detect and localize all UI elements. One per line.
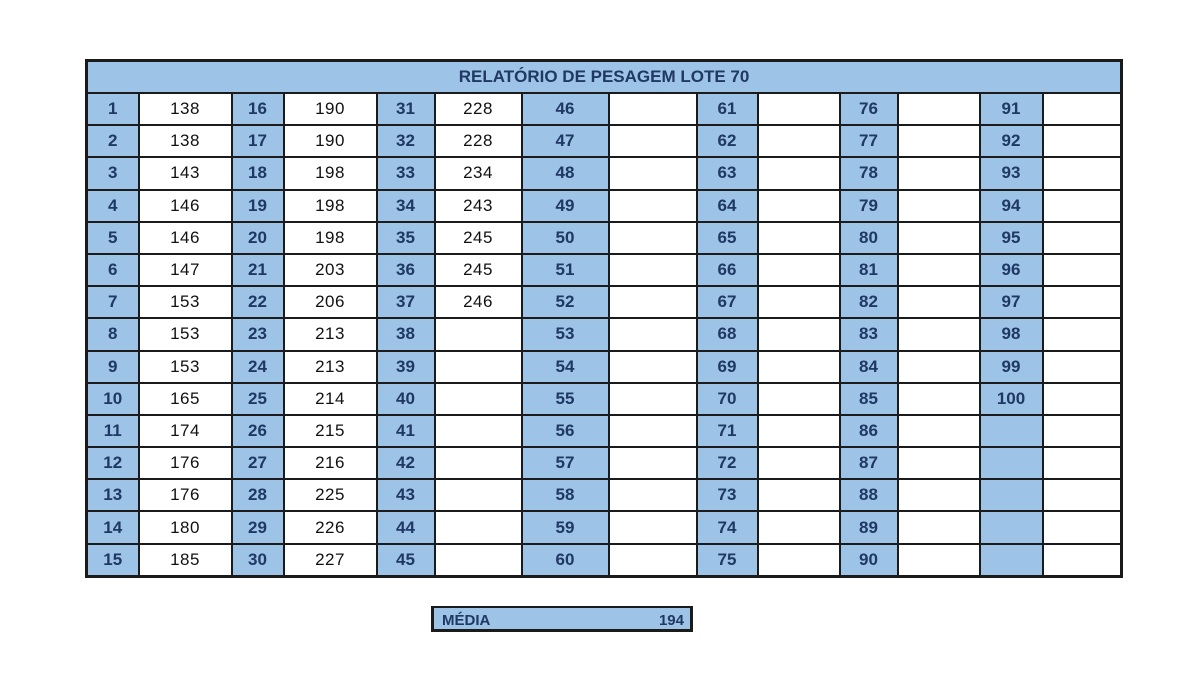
weight-value[interactable]: 153 (139, 318, 232, 350)
item-number: 59 (522, 511, 609, 543)
weight-value[interactable] (758, 447, 840, 479)
item-number: 94 (980, 190, 1043, 222)
item-number: 90 (840, 544, 898, 577)
item-number: 14 (87, 511, 139, 543)
table-row (87, 544, 1122, 577)
item-number: 49 (522, 190, 609, 222)
item-number: 36 (377, 254, 435, 286)
item-number: 22 (232, 286, 284, 318)
item-number: 96 (980, 254, 1043, 286)
weight-value[interactable] (1043, 511, 1122, 543)
weight-value[interactable] (898, 479, 980, 511)
weight-value[interactable] (609, 254, 697, 286)
item-number: 11 (87, 415, 139, 447)
weight-value[interactable] (609, 318, 697, 350)
item-number: 26 (232, 415, 284, 447)
weight-value[interactable]: 190 (284, 93, 377, 125)
item-number: 25 (232, 383, 284, 415)
weight-value[interactable] (609, 415, 697, 447)
item-number: 64 (697, 190, 758, 222)
weight-value[interactable] (898, 415, 980, 447)
item-number: 23 (232, 318, 284, 350)
table-row (87, 447, 1122, 479)
item-number: 56 (522, 415, 609, 447)
table-row (87, 157, 1122, 189)
item-number: 80 (840, 222, 898, 254)
item-number: 1 (87, 93, 139, 125)
item-number: 50 (522, 222, 609, 254)
weight-value[interactable]: 226 (284, 511, 377, 543)
weight-value[interactable]: 203 (284, 254, 377, 286)
item-number: 65 (697, 222, 758, 254)
item-number: 33 (377, 157, 435, 189)
weight-value[interactable]: 176 (139, 447, 232, 479)
weight-value[interactable] (609, 190, 697, 222)
item-number: 54 (522, 351, 609, 383)
item-number: 21 (232, 254, 284, 286)
weight-value[interactable]: 215 (284, 415, 377, 447)
item-number: 60 (522, 544, 609, 577)
weight-value[interactable]: 246 (435, 286, 522, 318)
item-number: 95 (980, 222, 1043, 254)
item-number: 63 (697, 157, 758, 189)
weight-value[interactable]: 214 (284, 383, 377, 415)
item-number (980, 447, 1043, 479)
item-number: 76 (840, 93, 898, 125)
item-number: 91 (980, 93, 1043, 125)
weight-value[interactable]: 206 (284, 286, 377, 318)
item-number: 12 (87, 447, 139, 479)
weight-value[interactable]: 185 (139, 544, 232, 577)
item-number: 42 (377, 447, 435, 479)
item-number: 3 (87, 157, 139, 189)
item-number: 31 (377, 93, 435, 125)
item-number: 27 (232, 447, 284, 479)
item-number: 71 (697, 415, 758, 447)
item-number: 44 (377, 511, 435, 543)
item-number: 29 (232, 511, 284, 543)
item-number: 61 (697, 93, 758, 125)
weight-value[interactable]: 245 (435, 254, 522, 286)
weight-value[interactable] (898, 190, 980, 222)
weight-value[interactable] (898, 93, 980, 125)
item-number: 2 (87, 125, 139, 157)
item-number: 17 (232, 125, 284, 157)
table-row (87, 383, 1122, 415)
weight-value[interactable] (758, 93, 840, 125)
weight-value[interactable] (1043, 544, 1122, 577)
weight-value[interactable] (898, 318, 980, 350)
item-number: 5 (87, 222, 139, 254)
weight-value[interactable] (758, 544, 840, 577)
item-number: 62 (697, 125, 758, 157)
weighing-report (85, 59, 1120, 578)
weight-value[interactable] (435, 479, 522, 511)
weight-value[interactable] (435, 318, 522, 350)
item-number: 45 (377, 544, 435, 577)
weight-value[interactable] (609, 222, 697, 254)
weight-value[interactable] (609, 383, 697, 415)
item-number: 20 (232, 222, 284, 254)
item-number: 58 (522, 479, 609, 511)
item-number (980, 415, 1043, 447)
weight-value[interactable]: 165 (139, 383, 232, 415)
weight-value[interactable]: 174 (139, 415, 232, 447)
weight-value[interactable] (898, 125, 980, 157)
weight-value[interactable]: 198 (284, 190, 377, 222)
item-number: 97 (980, 286, 1043, 318)
item-number: 67 (697, 286, 758, 318)
weight-value[interactable] (758, 222, 840, 254)
weight-value[interactable]: 180 (139, 511, 232, 543)
weight-value[interactable]: 176 (139, 479, 232, 511)
weight-value[interactable] (898, 254, 980, 286)
weight-value[interactable] (898, 544, 980, 577)
item-number: 10 (87, 383, 139, 415)
weight-value[interactable]: 216 (284, 447, 377, 479)
item-number: 8 (87, 318, 139, 350)
weight-value[interactable] (758, 125, 840, 157)
item-number (980, 479, 1043, 511)
item-number: 88 (840, 479, 898, 511)
weight-value[interactable]: 190 (284, 125, 377, 157)
weight-value[interactable] (609, 286, 697, 318)
item-number: 19 (232, 190, 284, 222)
table-row (87, 125, 1122, 157)
item-number: 98 (980, 318, 1043, 350)
item-number: 79 (840, 190, 898, 222)
table-row (87, 318, 1122, 350)
item-number: 84 (840, 351, 898, 383)
item-number: 69 (697, 351, 758, 383)
item-number: 47 (522, 125, 609, 157)
average-label: MÉDIA (442, 612, 491, 629)
table-row (87, 286, 1122, 318)
item-number: 30 (232, 544, 284, 577)
weight-value[interactable]: 245 (435, 222, 522, 254)
item-number: 32 (377, 125, 435, 157)
item-number: 92 (980, 125, 1043, 157)
item-number: 89 (840, 511, 898, 543)
title-row (87, 61, 1122, 94)
weight-value[interactable]: 146 (139, 190, 232, 222)
weight-value[interactable] (435, 511, 522, 543)
weight-value[interactable] (435, 351, 522, 383)
weight-value[interactable]: 213 (284, 351, 377, 383)
item-number: 72 (697, 447, 758, 479)
weight-value[interactable] (609, 479, 697, 511)
weight-value[interactable] (758, 254, 840, 286)
item-number: 24 (232, 351, 284, 383)
average-box (431, 606, 693, 632)
weight-value[interactable]: 147 (139, 254, 232, 286)
weight-value[interactable] (758, 479, 840, 511)
table-row (87, 479, 1122, 511)
weight-value[interactable]: 227 (284, 544, 377, 577)
weight-value[interactable]: 138 (139, 125, 232, 157)
weight-value[interactable] (435, 415, 522, 447)
weight-value[interactable] (758, 286, 840, 318)
weight-value[interactable] (1043, 286, 1122, 318)
weight-value[interactable] (898, 286, 980, 318)
weight-value[interactable] (609, 157, 697, 189)
item-number: 99 (980, 351, 1043, 383)
weight-value[interactable]: 198 (284, 222, 377, 254)
item-number: 86 (840, 415, 898, 447)
item-number: 81 (840, 254, 898, 286)
item-number: 55 (522, 383, 609, 415)
item-number: 37 (377, 286, 435, 318)
item-number: 34 (377, 190, 435, 222)
table-row (87, 222, 1122, 254)
item-number: 100 (980, 383, 1043, 415)
weight-value[interactable]: 213 (284, 318, 377, 350)
weight-value[interactable] (1043, 479, 1122, 511)
weight-value[interactable] (609, 511, 697, 543)
table-row (87, 93, 1122, 125)
weight-value[interactable] (609, 125, 697, 157)
weight-value[interactable] (898, 447, 980, 479)
table-row (87, 190, 1122, 222)
weight-value[interactable]: 198 (284, 157, 377, 189)
item-number: 85 (840, 383, 898, 415)
item-number: 6 (87, 254, 139, 286)
weight-value[interactable] (1043, 190, 1122, 222)
weight-value[interactable] (758, 157, 840, 189)
weight-value[interactable] (1043, 318, 1122, 350)
item-number: 15 (87, 544, 139, 577)
item-number: 16 (232, 93, 284, 125)
weight-value[interactable] (898, 222, 980, 254)
weight-value[interactable] (609, 447, 697, 479)
item-number: 51 (522, 254, 609, 286)
item-number: 78 (840, 157, 898, 189)
weight-value[interactable] (1043, 222, 1122, 254)
item-number: 53 (522, 318, 609, 350)
weight-value[interactable]: 234 (435, 157, 522, 189)
item-number: 93 (980, 157, 1043, 189)
weight-value[interactable] (758, 318, 840, 350)
weight-value[interactable] (609, 544, 697, 577)
report-title: RELATÓRIO DE PESAGEM LOTE 70 (87, 61, 1122, 94)
weight-value[interactable] (758, 511, 840, 543)
weight-value[interactable]: 228 (435, 93, 522, 125)
item-number: 13 (87, 479, 139, 511)
item-number: 70 (697, 383, 758, 415)
item-number: 38 (377, 318, 435, 350)
weight-value[interactable]: 143 (139, 157, 232, 189)
weight-value[interactable]: 146 (139, 222, 232, 254)
weight-value[interactable] (1043, 383, 1122, 415)
item-number: 9 (87, 351, 139, 383)
item-number: 39 (377, 351, 435, 383)
item-number: 87 (840, 447, 898, 479)
weight-value[interactable] (1043, 254, 1122, 286)
weight-value[interactable] (1043, 125, 1122, 157)
weight-value[interactable] (758, 383, 840, 415)
item-number: 77 (840, 125, 898, 157)
weight-value[interactable] (758, 415, 840, 447)
average-value: 194 (658, 612, 684, 629)
item-number: 28 (232, 479, 284, 511)
weight-value[interactable] (898, 351, 980, 383)
item-number: 18 (232, 157, 284, 189)
weight-value[interactable] (898, 511, 980, 543)
item-number: 46 (522, 93, 609, 125)
item-number: 7 (87, 286, 139, 318)
weight-value[interactable] (1043, 415, 1122, 447)
item-number: 40 (377, 383, 435, 415)
item-number: 82 (840, 286, 898, 318)
table-row (87, 511, 1122, 543)
weight-value[interactable] (1043, 351, 1122, 383)
weight-value[interactable] (609, 93, 697, 125)
table-row (87, 351, 1122, 383)
item-number: 74 (697, 511, 758, 543)
weight-value[interactable]: 138 (139, 93, 232, 125)
item-number (980, 511, 1043, 543)
weight-value[interactable]: 225 (284, 479, 377, 511)
weight-value[interactable] (1043, 157, 1122, 189)
item-number (980, 544, 1043, 577)
weight-value[interactable]: 153 (139, 351, 232, 383)
weight-value[interactable] (435, 544, 522, 577)
item-number: 52 (522, 286, 609, 318)
item-number: 4 (87, 190, 139, 222)
item-number: 41 (377, 415, 435, 447)
item-number: 35 (377, 222, 435, 254)
weight-value[interactable]: 243 (435, 190, 522, 222)
table-row (87, 254, 1122, 286)
weight-value[interactable] (758, 351, 840, 383)
item-number: 66 (697, 254, 758, 286)
weight-value[interactable]: 153 (139, 286, 232, 318)
weighing-table (85, 59, 1123, 578)
item-number: 68 (697, 318, 758, 350)
weight-value[interactable] (1043, 447, 1122, 479)
table-row (87, 415, 1122, 447)
weight-value[interactable] (758, 190, 840, 222)
weight-value[interactable] (435, 447, 522, 479)
weight-value[interactable] (1043, 93, 1122, 125)
weight-value[interactable] (435, 383, 522, 415)
item-number: 73 (697, 479, 758, 511)
item-number: 83 (840, 318, 898, 350)
item-number: 48 (522, 157, 609, 189)
item-number: 57 (522, 447, 609, 479)
weight-value[interactable] (609, 351, 697, 383)
weight-value[interactable] (898, 157, 980, 189)
weight-value[interactable]: 228 (435, 125, 522, 157)
item-number: 75 (697, 544, 758, 577)
weight-value[interactable] (898, 383, 980, 415)
item-number: 43 (377, 479, 435, 511)
